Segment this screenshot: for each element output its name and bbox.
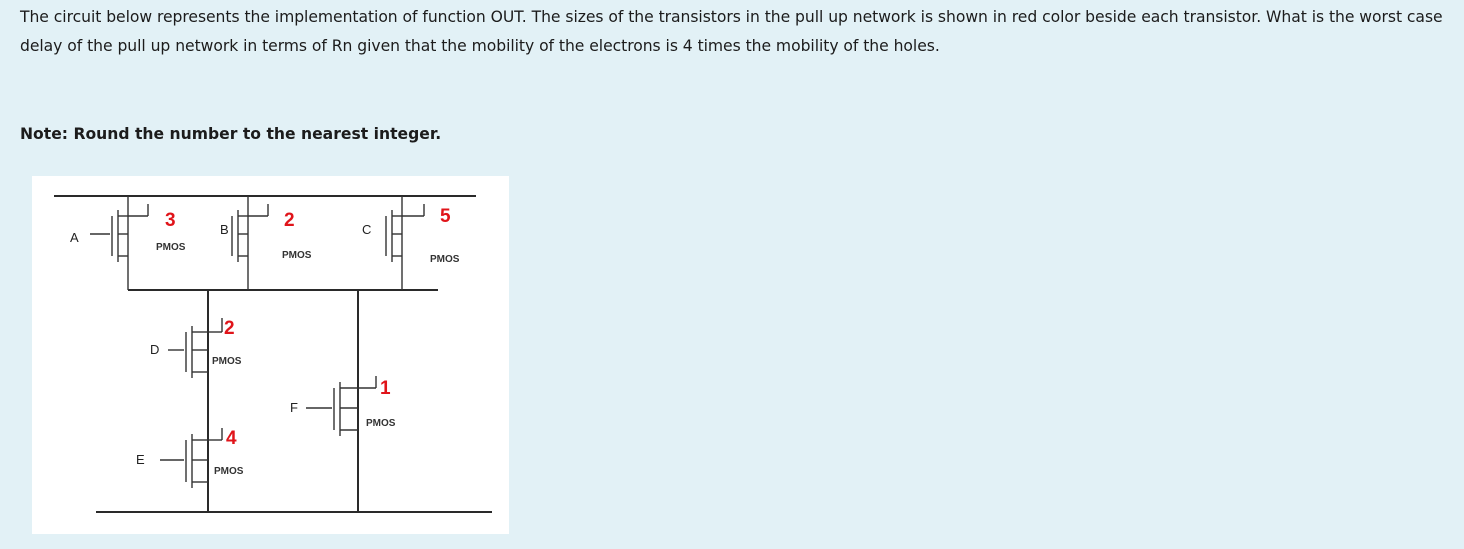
transistor-c bbox=[362, 196, 460, 290]
size-label-f: 1 bbox=[380, 378, 391, 399]
gate-label-c: C bbox=[362, 222, 372, 237]
type-label-f: PMOS bbox=[366, 418, 396, 429]
gate-label-f: F bbox=[290, 400, 298, 415]
gate-label-b: B bbox=[220, 222, 229, 237]
transistor-e bbox=[136, 428, 244, 488]
type-label-b: PMOS bbox=[282, 250, 312, 261]
gate-label-d: D bbox=[150, 342, 160, 357]
size-label-d: 2 bbox=[224, 318, 235, 339]
circuit-diagram bbox=[32, 176, 509, 534]
transistor-a bbox=[70, 196, 186, 290]
size-label-a: 3 bbox=[165, 210, 176, 231]
type-label-e: PMOS bbox=[214, 466, 244, 477]
size-label-b: 2 bbox=[284, 210, 295, 231]
type-label-a: PMOS bbox=[156, 242, 186, 253]
transistor-d bbox=[150, 318, 242, 378]
type-label-d: PMOS bbox=[212, 356, 242, 367]
size-label-e: 4 bbox=[226, 428, 237, 449]
gate-label-e: E bbox=[136, 452, 145, 467]
transistor-f bbox=[290, 376, 396, 436]
circuit-svg bbox=[32, 176, 509, 534]
size-label-c: 5 bbox=[440, 206, 451, 227]
note-text: Note: Round the number to the nearest integer. bbox=[20, 125, 442, 143]
question-text: The circuit below represents the implementation of function OUT. The sizes of the transistors in the pull up network is shown in red color beside each transistor. What is the worst case delay of the pull up network in terms of Rn given that the mobility of the electrons is 4 times the mobility of the holes. bbox=[20, 8, 1443, 55]
transistor-b bbox=[220, 196, 312, 290]
type-label-c: PMOS bbox=[430, 254, 460, 265]
gate-label-a: A bbox=[70, 230, 79, 245]
